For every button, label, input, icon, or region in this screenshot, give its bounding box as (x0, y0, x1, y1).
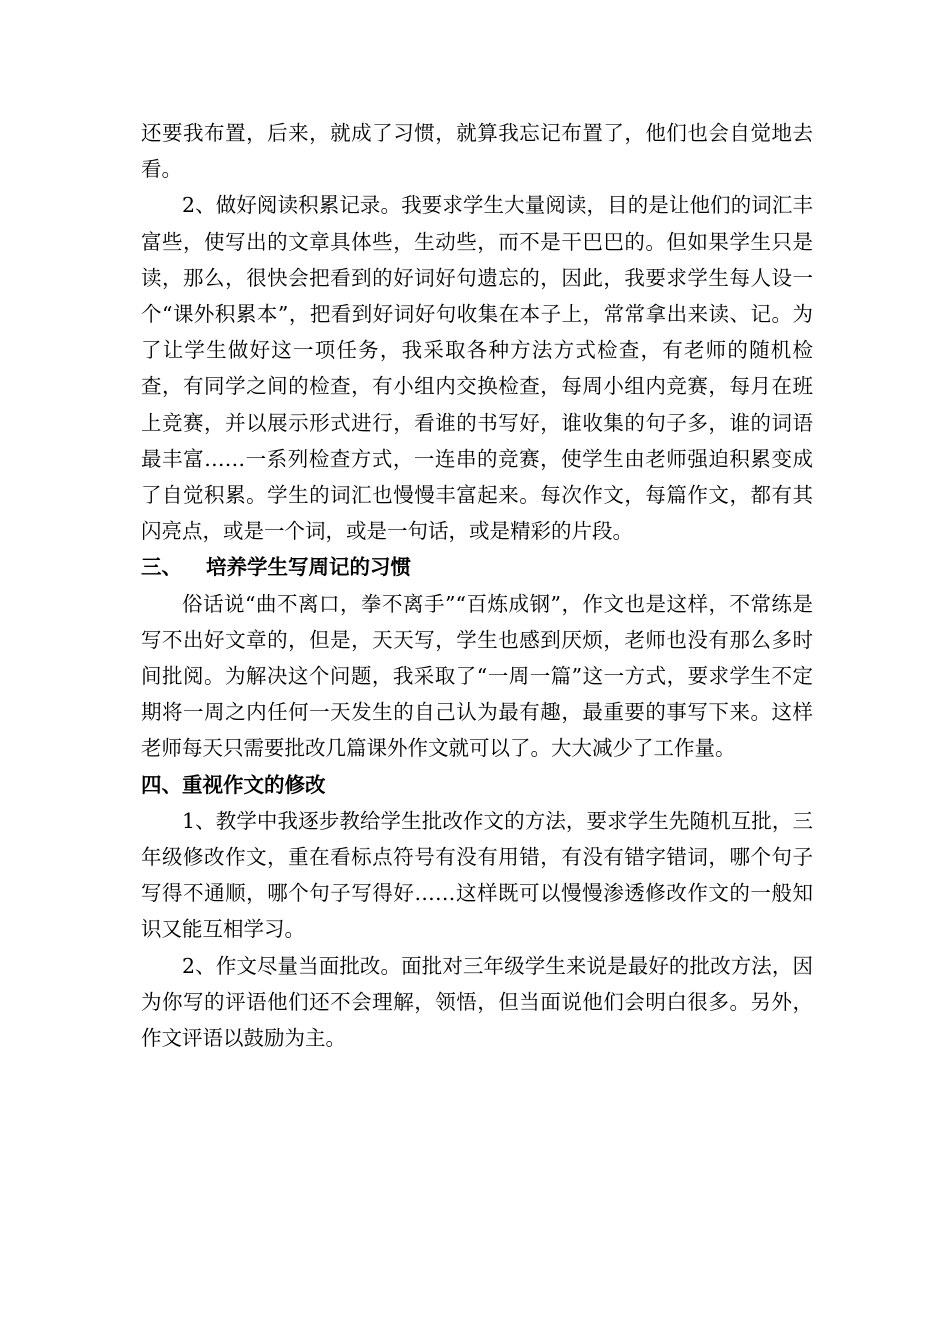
paragraph-peer-revision: 1、教学中我逐步教给学生批改作文的方法，要求学生先随机互批，三年级修改作文，重在看标点符号有没有用错，有没有错字错词，哪个句子写得不通顺，哪个句子写得好……这样既可以慢慢渗透修改作文的一般知识又能互相学习。 (141, 808, 813, 942)
section-heading-3-title: 培养学生写周记的习惯 (206, 555, 411, 580)
paragraph-weekly-journal: 俗话说“曲不离口，拳不离手”“百炼成钢”，作文也是这样，不常练是写不出好文章的，但是，天天写，学生也感到厌烦，老师也没有那么多时间批阅。为解决这个问题，我采取了“一周一篇”这一方式，要求学生不定期将一周之内任何一天发生的自己认为最有趣，最重要的事写下来。这样老师每天只需要批改几篇课外作文就可以了。大大减少了工作量。 (141, 591, 813, 761)
paragraph-reading-record: 2、做好阅读积累记录。我要求学生大量阅读，目的是让他们的词汇丰富些，使写出的文章具体些，生动些，而不是干巴巴的。但如果学生只是读，那么，很快会把看到的好词好句遗忘的，因此，我要求学生每人设一个“课外积累本”，把看到好词好句收集在本子上，常常拿出来读、记。为了让学生做好这一项任务，我采取各种方法方式检查，有老师的随机检查，有同学之间的检查，有小组内交换检查，每周小组内竞赛，每月在班上竞赛，并以展示形式进行，看谁的书写好，谁收集的句子多，谁的词语最丰富……一系列检查方式，一连串的竞赛，使学生由老师强迫积累变成了自觉积累。学生的词汇也慢慢丰富起来。每次作文，每篇作文，都有其闪亮点，或是一个词，或是一句话，或是精彩的片段。 (141, 193, 813, 544)
paragraph-continuation: 还要我布置，后来，就成了习惯，就算我忘记布置了，他们也会自觉地去看。 (141, 121, 813, 182)
document-body (141, 115, 813, 1056)
paragraph-face-to-face-correction: 2、作文尽量当面批改。面批对三年级学生来说是最好的批改方法，因为你写的评语他们还不会理解，领悟，但当面说他们会明白很多。另外，作文评语以鼓励为主。 (141, 953, 813, 1051)
section-heading-3 (141, 549, 813, 585)
section-heading-3-number: 三、 (141, 555, 182, 580)
section-heading-4: 四、重视作文的修改 (141, 772, 326, 797)
